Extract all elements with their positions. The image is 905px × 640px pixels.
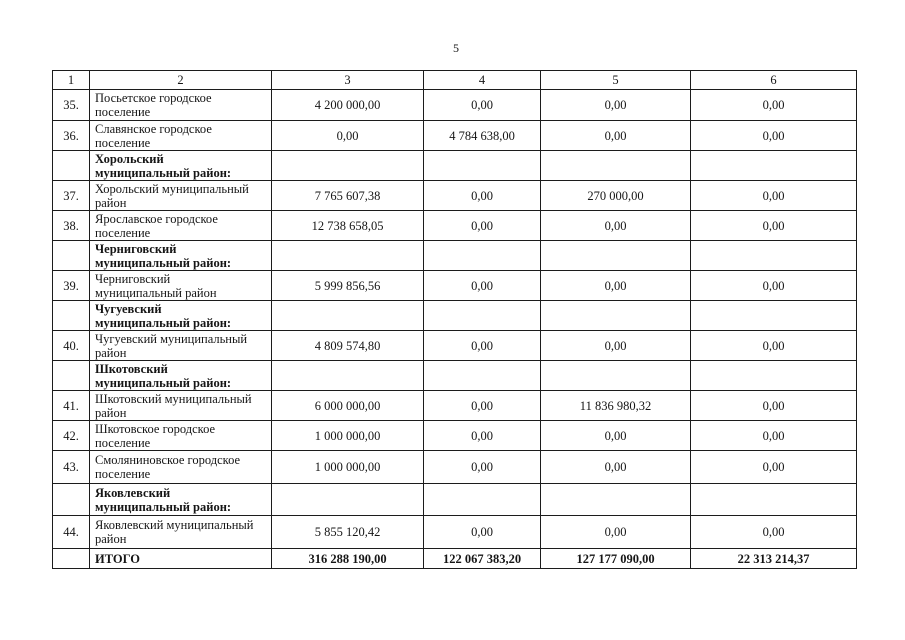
amount-col-5: 0,00 — [541, 211, 691, 241]
section-title: Шкотовский муниципальный район: — [90, 361, 272, 391]
table-row — [53, 181, 857, 211]
empty-cell — [691, 151, 857, 181]
amount-col-3: 6 000 000,00 — [272, 391, 424, 421]
empty-cell — [541, 241, 691, 271]
table-row — [53, 211, 857, 241]
municipality-name: Черниговский муниципальный район — [90, 271, 272, 301]
section-title: Чугуевский муниципальный район: — [90, 301, 272, 331]
amount-col-4: 0,00 — [424, 516, 541, 549]
empty-cell — [272, 361, 424, 391]
row-number-cell — [53, 484, 90, 516]
amount-col-5: 270 000,00 — [541, 181, 691, 211]
amount-col-3: 4 200 000,00 — [272, 90, 424, 121]
table-row — [53, 271, 857, 301]
amount-col-5: 0,00 — [541, 451, 691, 484]
empty-cell — [424, 151, 541, 181]
section-row — [53, 241, 857, 271]
table-body — [53, 90, 857, 569]
total-amount-col-3: 316 288 190,00 — [272, 549, 424, 569]
total-label: ИТОГО — [90, 549, 272, 569]
municipality-name: Ярославское городское поселение — [90, 211, 272, 241]
amount-col-3: 12 738 658,05 — [272, 211, 424, 241]
empty-cell — [272, 241, 424, 271]
amount-col-5: 0,00 — [541, 271, 691, 301]
amount-col-3: 7 765 607,38 — [272, 181, 424, 211]
table-header — [53, 71, 857, 90]
municipality-name: Славянское городское поселение — [90, 121, 272, 151]
empty-cell — [691, 241, 857, 271]
header-col-3: 3 — [272, 71, 424, 90]
empty-cell — [272, 301, 424, 331]
header-col-5: 5 — [541, 71, 691, 90]
empty-cell — [541, 151, 691, 181]
section-title: Хорольский муниципальный район: — [90, 151, 272, 181]
total-amount-col-6: 22 313 214,37 — [691, 549, 857, 569]
amount-col-4: 0,00 — [424, 90, 541, 121]
amount-col-6: 0,00 — [691, 391, 857, 421]
table-row — [53, 391, 857, 421]
amount-col-4: 0,00 — [424, 451, 541, 484]
amount-col-3: 4 809 574,80 — [272, 331, 424, 361]
amount-col-6: 0,00 — [691, 211, 857, 241]
empty-cell — [424, 301, 541, 331]
empty-cell — [541, 301, 691, 331]
row-number: 36. — [53, 121, 90, 151]
row-number: 44. — [53, 516, 90, 549]
section-row — [53, 301, 857, 331]
empty-cell — [272, 151, 424, 181]
row-number: 41. — [53, 391, 90, 421]
amount-col-6: 0,00 — [691, 421, 857, 451]
row-number: 38. — [53, 211, 90, 241]
amount-col-3: 0,00 — [272, 121, 424, 151]
total-amount-col-5: 127 177 090,00 — [541, 549, 691, 569]
municipality-name: Шкотовское городское поселение — [90, 421, 272, 451]
row-number: 37. — [53, 181, 90, 211]
table-row — [53, 451, 857, 484]
amount-col-6: 0,00 — [691, 451, 857, 484]
municipality-name: Хорольский муниципальный район — [90, 181, 272, 211]
municipality-name: Чугуевский муниципальный район — [90, 331, 272, 361]
allocation-table — [52, 70, 857, 569]
amount-col-6: 0,00 — [691, 271, 857, 301]
amount-col-5: 0,00 — [541, 121, 691, 151]
table-row — [53, 421, 857, 451]
municipality-name: Смоляниновское городское поселение — [90, 451, 272, 484]
header-row — [53, 71, 857, 90]
row-number: 42. — [53, 421, 90, 451]
amount-col-3: 5 999 856,56 — [272, 271, 424, 301]
municipality-name: Шкотовский муниципальный район — [90, 391, 272, 421]
amount-col-4: 0,00 — [424, 331, 541, 361]
amount-col-4: 0,00 — [424, 181, 541, 211]
empty-cell — [541, 361, 691, 391]
amount-col-4: 0,00 — [424, 421, 541, 451]
amount-col-5: 0,00 — [541, 90, 691, 121]
amount-col-3: 5 855 120,42 — [272, 516, 424, 549]
amount-col-4: 0,00 — [424, 391, 541, 421]
amount-col-5: 0,00 — [541, 516, 691, 549]
section-title: Черниговский муниципальный район: — [90, 241, 272, 271]
amount-col-4: 0,00 — [424, 211, 541, 241]
row-number-cell — [53, 301, 90, 331]
row-number-cell — [53, 549, 90, 569]
section-row — [53, 361, 857, 391]
amount-col-3: 1 000 000,00 — [272, 451, 424, 484]
empty-cell — [691, 484, 857, 516]
amount-col-3: 1 000 000,00 — [272, 421, 424, 451]
empty-cell — [424, 484, 541, 516]
empty-cell — [541, 484, 691, 516]
amount-col-4: 4 784 638,00 — [424, 121, 541, 151]
table-row — [53, 516, 857, 549]
amount-col-5: 0,00 — [541, 331, 691, 361]
empty-cell — [424, 361, 541, 391]
header-col-2: 2 — [90, 71, 272, 90]
amount-col-5: 11 836 980,32 — [541, 391, 691, 421]
row-number-cell — [53, 361, 90, 391]
empty-cell — [424, 241, 541, 271]
row-number: 35. — [53, 90, 90, 121]
section-row — [53, 484, 857, 516]
row-number-cell — [53, 241, 90, 271]
total-row — [53, 549, 857, 569]
empty-cell — [272, 484, 424, 516]
amount-col-4: 0,00 — [424, 271, 541, 301]
row-number-cell — [53, 151, 90, 181]
amount-col-5: 0,00 — [541, 421, 691, 451]
header-col-6: 6 — [691, 71, 857, 90]
empty-cell — [691, 301, 857, 331]
header-col-1: 1 — [53, 71, 90, 90]
total-amount-col-4: 122 067 383,20 — [424, 549, 541, 569]
section-title: Яковлевский муниципальный район: — [90, 484, 272, 516]
section-row — [53, 151, 857, 181]
empty-cell — [691, 361, 857, 391]
amount-col-6: 0,00 — [691, 181, 857, 211]
page-number: 5 — [453, 41, 459, 55]
municipality-name: Посьетское городское поселение — [90, 90, 272, 121]
municipality-name: Яковлевский муниципальный район — [90, 516, 272, 549]
table-row — [53, 90, 857, 121]
table-row — [53, 121, 857, 151]
row-number: 40. — [53, 331, 90, 361]
table-row — [53, 331, 857, 361]
amount-col-6: 0,00 — [691, 121, 857, 151]
header-col-4: 4 — [424, 71, 541, 90]
amount-col-6: 0,00 — [691, 331, 857, 361]
row-number: 43. — [53, 451, 90, 484]
amount-col-6: 0,00 — [691, 516, 857, 549]
row-number: 39. — [53, 271, 90, 301]
amount-col-6: 0,00 — [691, 90, 857, 121]
